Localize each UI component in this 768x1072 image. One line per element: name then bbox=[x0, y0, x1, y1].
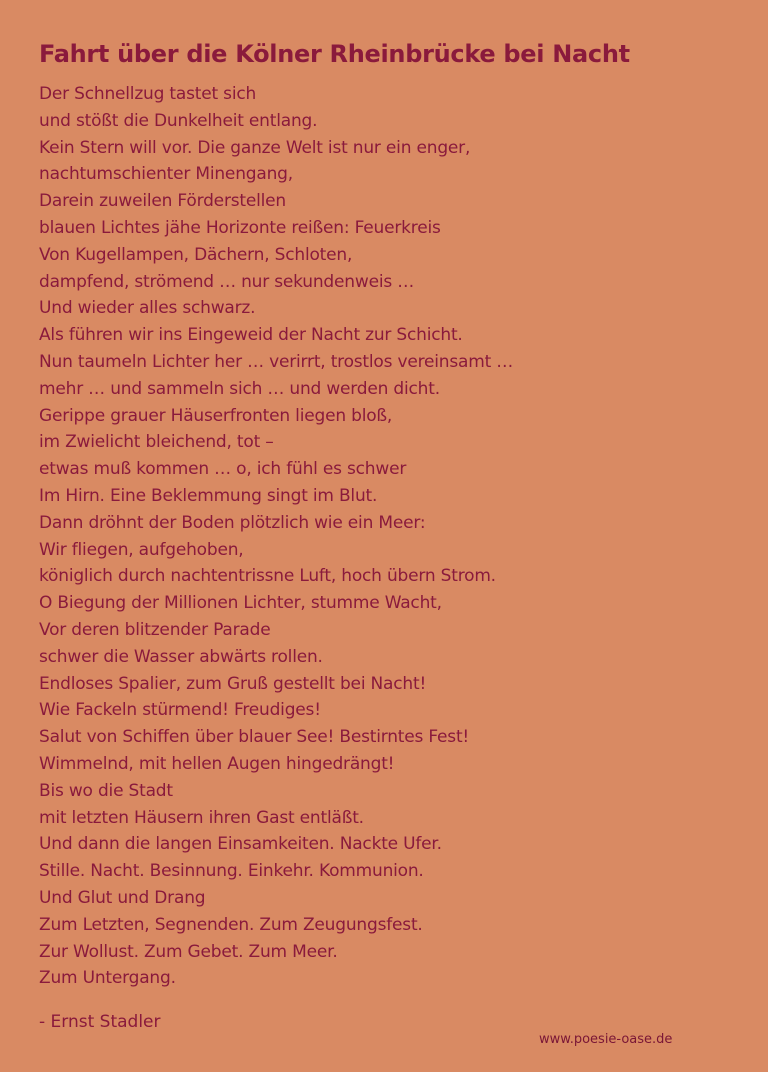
poem-line: dampfend, strömend … nur sekundenweis … bbox=[39, 271, 415, 292]
poem-line: Und wieder alles schwarz. bbox=[39, 298, 256, 319]
poem-line: mehr … und sammeln sich … und werden dicht. bbox=[39, 378, 440, 399]
poem-body bbox=[39, 81, 513, 992]
poem-line: Nun taumeln Lichter her … verirrt, trostlos vereinsamt … bbox=[39, 351, 514, 372]
poem-title: Fahrt über die Kölner Rheinbrücke bei Nacht bbox=[39, 40, 630, 68]
poem-line: Darein zuweilen Förderstellen bbox=[39, 191, 286, 212]
poem-line: nachtumschienter Minengang, bbox=[39, 164, 293, 185]
poem-line: O Biegung der Millionen Lichter, stumme Wacht, bbox=[39, 593, 442, 614]
poem-line: Der Schnellzug tastet sich bbox=[39, 84, 257, 104]
poem-line: Dann dröhnt der Boden plötzlich wie ein Meer: bbox=[39, 512, 426, 533]
poem-line: mit letzten Häusern ihren Gast entläßt. bbox=[39, 807, 364, 828]
poem-author: - Ernst Stadler bbox=[39, 1012, 161, 1032]
poem-line: blauen Lichtes jähe Horizonte reißen: Feuerkreis bbox=[39, 217, 441, 238]
poem-line: Gerippe grauer Häuserfronten liegen bloß, bbox=[39, 405, 393, 426]
poem-line: Bis wo die Stadt bbox=[39, 780, 173, 801]
poem-line: und stößt die Dunkelheit entlang. bbox=[39, 110, 318, 131]
poem-line: Zur Wollust. Zum Gebet. Zum Meer. bbox=[39, 941, 338, 962]
poem-line: Und Glut und Drang bbox=[39, 887, 206, 908]
poem-line: Und dann die langen Einsamkeiten. Nackte Ufer. bbox=[39, 834, 442, 855]
poem-line: etwas muß kommen … o, ich fühl es schwer bbox=[39, 459, 407, 480]
poem-line: Stille. Nacht. Besinnung. Einkehr. Kommunion. bbox=[39, 861, 424, 882]
poem-line: Endloses Spalier, zum Gruß gestellt bei Nacht! bbox=[39, 673, 427, 694]
poem-line: Salut von Schiffen über blauer See! Bestirntes Fest! bbox=[39, 727, 470, 748]
poem-line: Wir fliegen, aufgehoben, bbox=[39, 539, 244, 560]
poem-line: im Zwielicht bleichend, tot – bbox=[39, 432, 274, 453]
poem-line: Vor deren blitzender Parade bbox=[39, 619, 271, 640]
poem-line: Zum Untergang. bbox=[39, 968, 176, 989]
poem-line: schwer die Wasser abwärts rollen. bbox=[39, 646, 323, 667]
poem-line: königlich durch nachtentrissne Luft, hoch übern Strom. bbox=[39, 566, 496, 587]
poem-line: Als führen wir ins Eingeweid der Nacht zur Schicht. bbox=[39, 325, 463, 346]
poem-line: Kein Stern will vor. Die ganze Welt ist nur ein enger, bbox=[39, 137, 471, 158]
poem-line: Wie Fackeln stürmend! Freudiges! bbox=[39, 700, 321, 721]
website-url: www.poesie-oase.de bbox=[539, 1032, 673, 1047]
poem-line: Von Kugellampen, Dächern, Schloten, bbox=[39, 244, 353, 265]
poem-line: Wimmelnd, mit hellen Augen hingedrängt! bbox=[39, 753, 395, 774]
poem-line: Im Hirn. Eine Beklemmung singt im Blut. bbox=[39, 485, 378, 506]
poem-line: Zum Letzten, Segnenden. Zum Zeugungsfest. bbox=[39, 914, 423, 935]
